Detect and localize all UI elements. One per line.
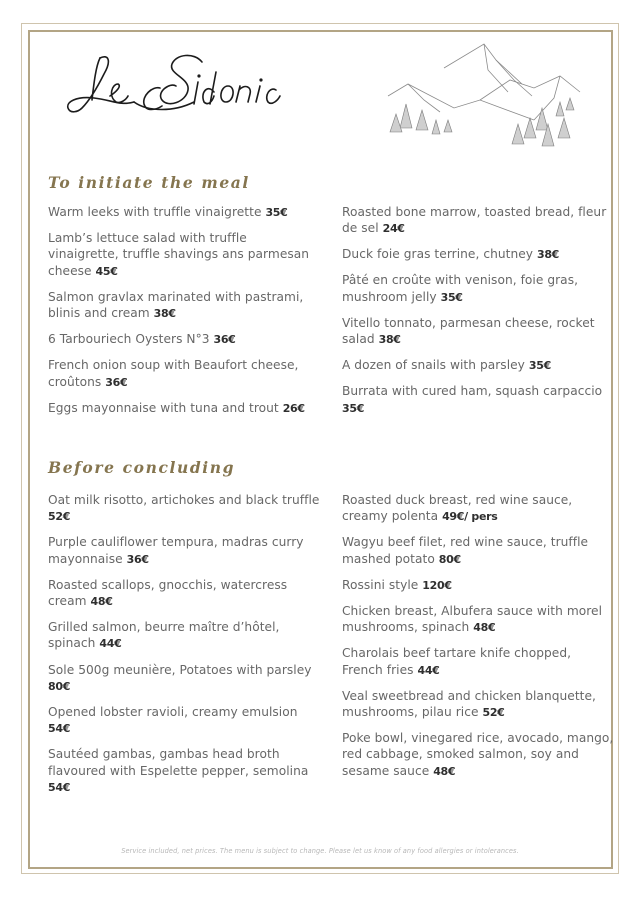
dish-name: Burrata with cured ham, squash carpaccio [342,384,603,399]
menu-item [48,492,320,526]
menu-item [48,619,320,653]
dish-price: 36€ [126,552,149,566]
section-title-starters: To initiate the meal [48,173,250,192]
dish-name: Rossini style [342,577,419,592]
logo [64,52,299,116]
menu-item [342,383,614,417]
dish-price: 54€ [48,780,71,794]
menu-item [48,746,320,796]
dish-price: 44€ [99,637,122,651]
starters-right-column [342,204,614,426]
dish-price: 35€ [528,359,551,373]
menu-item [342,315,614,349]
dish-name: French onion soup with Beaufort cheese, croûtons [48,358,299,389]
dish-name: Poke bowl, vinegared rice, avocado, mango, red cabbage, smoked salmon, soy and sesame sauce [342,731,614,778]
menu-item [342,272,614,306]
dish-name: Chicken breast, Albufera sauce with morel mushrooms, spinach [342,603,603,635]
dish-price: 52€ [482,705,505,719]
dish-price: 24€ [382,222,405,236]
dish-price: 45€ [95,264,118,278]
menu-item [48,400,320,417]
dish-name: Roasted scallops, gnocchis, watercress cream [48,577,288,609]
menu-item [342,246,614,263]
starters-left-column [48,204,320,426]
menu-item [342,645,614,679]
dish-price: 54€ [48,722,71,736]
dish-name: Oat milk risotto, artichokes and black truffle [48,493,320,507]
dish-price: 48€ [90,595,113,609]
footer-note: Service included, net prices. The menu is subject to change. Please let us know of any food allergies or intolerances. [121,847,519,855]
menu-item [48,577,320,611]
dish-price: 120€ [422,578,452,592]
menu-item [342,577,614,594]
dish-price: 36€ [213,333,236,347]
dish-name: Warm leeks with truffle vinaigrette [48,205,262,219]
menu-item [342,688,614,722]
dish-price: 36€ [105,375,128,389]
dish-name: 6 Tarbouriech Oysters N°3 [48,332,210,347]
dish-name: Wagyu beef filet, red wine sauce, truffle mashed potato [342,535,589,566]
menu-item [48,704,320,738]
menu-item [342,730,614,780]
dish-price: 48€ [473,621,496,635]
menu-item [48,230,320,280]
menu-item [48,534,320,568]
dish-name: Eggs mayonnaise with tuna and trout [48,400,279,415]
dish-price: 52€ [48,510,71,524]
dish-name: Charolais beef tartare knife chopped, French fries [342,646,572,677]
menu-item [48,289,320,323]
menu-item [48,331,320,348]
dish-price: 35€ [342,401,365,415]
dish-price: 26€ [282,401,305,415]
dish-name: Grilled salmon, beurre maître d’hôtel, spinach [48,620,280,651]
menu-item [342,534,614,568]
dish-price: 44€ [417,663,440,677]
dish-price: 38€ [378,333,401,347]
dish-name: A dozen of snails with parsley [342,358,525,373]
mains-right-column [342,492,614,789]
menu-item [48,662,320,696]
dish-name: Veal sweetbread and chicken blanquette, mushrooms, pilau rice [342,688,596,719]
dish-price: 80€ [438,552,461,566]
dish-price: 80€ [48,679,71,693]
menu-item [48,204,320,221]
dish-price: 49€/ pers [442,510,498,524]
dish-price: 35€ [440,290,463,304]
dish-price: 38€ [153,307,176,321]
dish-name: Sautéed gambas, gambas head broth flavoured with Espelette pepper, semolina [48,747,309,778]
dish-name: Roasted bone marrow, toasted bread, fleur de sel [342,205,607,236]
mountain-illustration [384,40,584,152]
dish-name: Sole 500g meunière, Potatoes with parsley [48,662,312,677]
mains-left-column [48,492,320,805]
dish-name: Pâté en croûte with venison, foie gras, mushroom jelly [342,273,579,304]
dish-price: 48€ [433,764,456,778]
dish-name: Lamb’s lettuce salad with truffle vinaigrette, truffle shavings ans parmesan cheese [48,231,310,278]
dish-name: Purple cauliflower tempura, madras curry mayonnaise [48,535,304,566]
dish-name: Roasted duck breast, red wine sauce, creamy polenta [342,493,573,524]
menu-item [342,357,614,374]
menu-item [342,603,614,637]
dish-name: Salmon gravlax marinated with pastrami, blinis and cream [48,289,304,321]
menu-item [48,357,320,391]
dish-price: 38€ [536,248,560,262]
dish-name: Vitello tonnato, parmesan cheese, rocket salad [342,315,595,347]
dish-price: 35€ [265,206,288,219]
dish-name: Opened lobster ravioli, creamy emulsion [48,704,298,719]
section-title-mains: Before concluding [48,458,236,477]
menu-item [342,204,614,238]
dish-name: Duck foie gras terrine, chutney [342,247,537,262]
menu-item [342,492,614,526]
